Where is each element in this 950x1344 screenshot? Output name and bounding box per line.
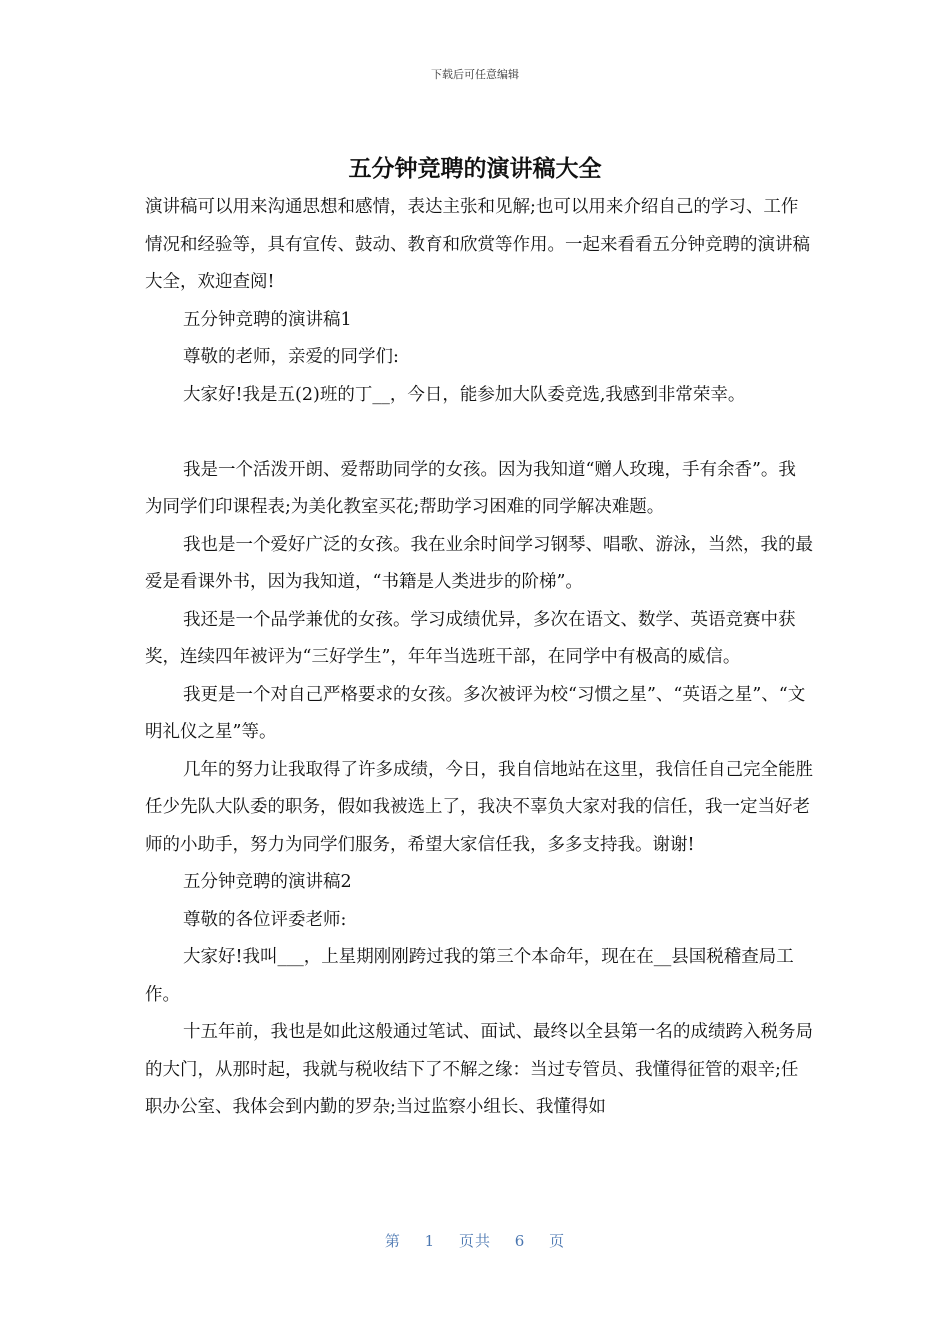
paragraph: 十五年前，我也是如此这般通过笔试、面试、最终以全县第一名的成绩跨入税务局的大门，从那时起，我就与税收结下了不解之缘：当过专管员、我懂得征管的艰辛;任职办公室、我体会到内勤的罗杂;当过监察小组长、我懂得如: [145, 1022, 813, 1117]
paragraph-gap: [145, 414, 813, 452]
current-page-number: 1: [424, 1232, 436, 1250]
page-label-middle: 页共: [458, 1232, 491, 1250]
header-note: 下载后可任意编辑: [431, 68, 519, 81]
document-body: [145, 189, 813, 1127]
paragraph: 几年的努力让我取得了许多成绩，今日，我自信地站在这里，我信任自己完全能胜任少先队大队委的职务，假如我被选上了，我决不辜负大家对我的信任，我一定当好老师的小助手，努力为同学们服务，希望大家信任我，多多支持我。谢谢!: [145, 759, 813, 855]
section-heading-1: 五分钟竞聘的演讲稿1: [183, 309, 352, 330]
document-title: 五分钟竞聘的演讲稿大全: [348, 156, 602, 182]
paragraph: 我也是一个爱好广泛的女孩。我在业余时间学习钢琴、唱歌、游泳，当然，我的最爱是看课外书，因为我知道，“书籍是人类进步的阶梯”。: [145, 534, 813, 592]
paragraph: 我是一个活泼开朗、爱帮助同学的女孩。因为我知道“赠人玫瑰，手有余香”。我为同学们印课程表;为美化教室买花;帮助学习困难的同学解决难题。: [145, 459, 796, 517]
paragraph-greeting-1: 大家好!我是五(2)班的丁__，今日，能参加大队委竞选,我感到非常荣幸。: [183, 384, 746, 405]
salutation-2: 尊敬的各位评委老师:: [183, 909, 347, 930]
section-heading-2: 五分钟竞聘的演讲稿2: [183, 872, 352, 892]
total-pages-number: 6: [514, 1232, 526, 1250]
paragraph: 我还是一个品学兼优的女孩。学习成绩优异，多次在语文、数学、英语竞赛中获奖，连续四年被评为“三好学生”，年年当选班干部，在同学中有极高的威信。: [145, 609, 796, 667]
salutation-1: 尊敬的老师，亲爱的同学们:: [183, 347, 399, 367]
intro-paragraph: 演讲稿可以用来沟通思想和感情，表达主张和见解;也可以用来介绍自己的学习、工作情况和经验等，具有宣传、鼓动、教育和欣赏等作用。一起来看看五分钟竞聘的演讲稿大全，欢迎查阅!: [145, 197, 810, 292]
paragraph-greeting-2: 大家好!我叫___，上星期刚刚跨过我的第三个本命年，现在在__县国税稽查局工作。: [145, 947, 794, 1005]
page-footer: [0, 1230, 950, 1251]
paragraph: 我更是一个对自己严格要求的女孩。多次被评为校“习惯之星”、“英语之星”、“文明礼仪之星”等。: [145, 684, 806, 742]
page-label-suffix: 页: [549, 1232, 566, 1250]
page-label-prefix: 第: [384, 1232, 401, 1250]
